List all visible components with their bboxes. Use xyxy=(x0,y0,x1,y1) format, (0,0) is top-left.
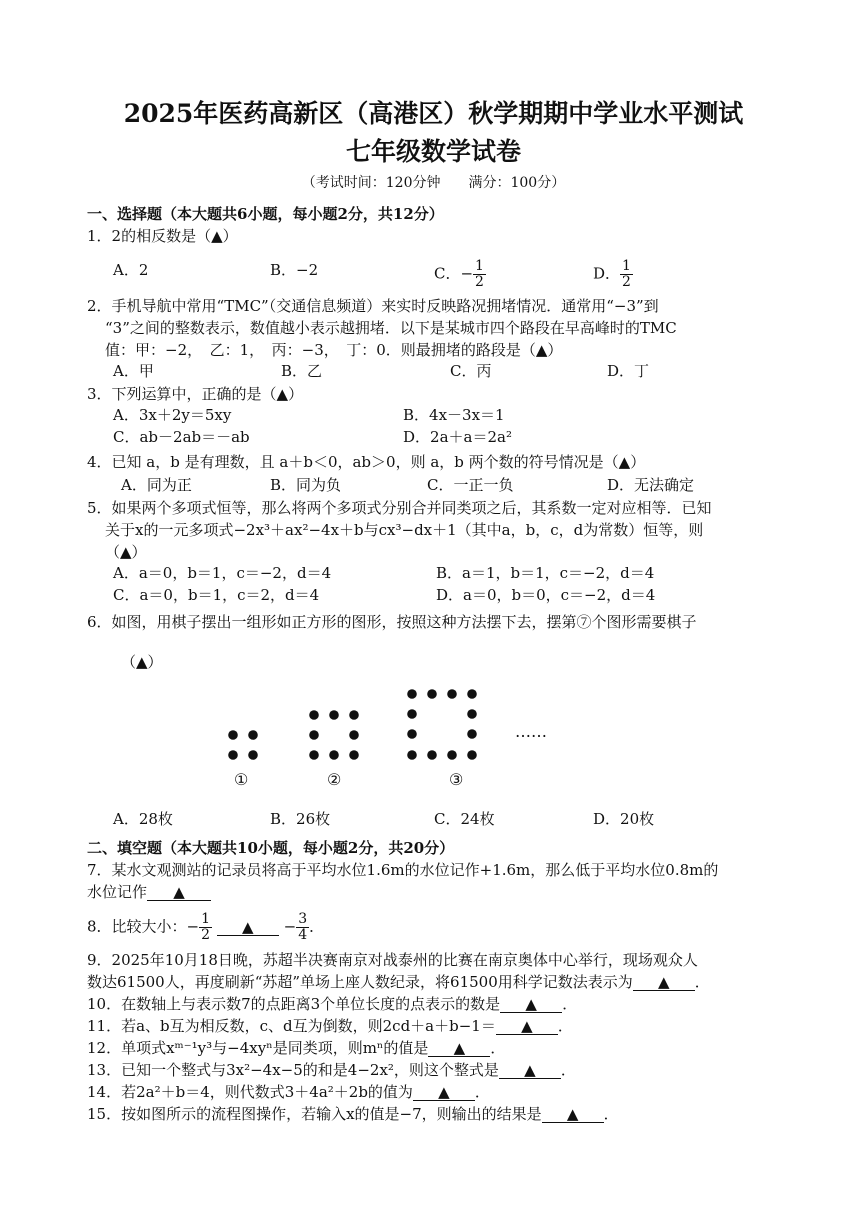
answer-blank: ▲ xyxy=(428,1040,490,1057)
chess-piece xyxy=(248,750,258,760)
chess-piece xyxy=(407,750,417,760)
chess-piece xyxy=(467,729,477,739)
chess-piece xyxy=(309,750,319,760)
q9-line2: 数达61500人，再度刷新“苏超”单场上座人数纪录，将61500用科学记数法表示为 ▲ ． xyxy=(87,973,710,991)
q1-stem: 1．2的相反数是（▲） xyxy=(87,227,238,245)
chess-piece xyxy=(349,730,359,740)
q4-option-a: A．同为正 xyxy=(121,476,192,494)
pattern-1 xyxy=(228,730,258,760)
q7-line2: 水位记作 ▲ xyxy=(87,882,211,902)
chess-piece xyxy=(349,750,359,760)
answer-blank: ▲ xyxy=(633,974,695,991)
chess-piece xyxy=(407,729,417,739)
pattern-2 xyxy=(309,710,359,760)
q7-line1: 7．某水文观测站的记录员将高于平均水位1.6m的水位记作+1.6m，那么低于平均水位0.8m的 xyxy=(87,861,719,879)
q5-option-a: A．a＝0，b＝1，c＝−2，d＝4 xyxy=(113,564,332,582)
q6-option-d: D．20枚 xyxy=(593,810,655,828)
answer-blank: ▲ xyxy=(217,919,279,936)
q3-option-d: D．2a＋a＝2a² xyxy=(403,428,512,446)
q4-stem: 4．已知 a，b 是有理数，且 a＋b＜0，ab＞0，则 a，b 两个数的符号情况是（▲） xyxy=(87,453,646,471)
q5-line1: 5．如果两个多项式恒等，那么将两个多项式分别合并同类项之后，其系数一定对应相等．已知 xyxy=(87,499,712,517)
chess-piece xyxy=(309,730,319,740)
q10-line: 10．在数轴上与表示数7的点距离3个单位长度的点表示的数是 ▲ ． xyxy=(87,995,578,1013)
section2-heading: 二、填空题（本大题共10小题，每小题2分，共20分） xyxy=(87,839,455,857)
q6-option-a: A．28枚 xyxy=(113,810,173,828)
answer-blank: ▲ xyxy=(147,884,211,901)
chess-piece xyxy=(248,730,258,740)
chess-piece xyxy=(467,689,477,699)
chess-piece xyxy=(228,750,238,760)
q5-option-d: D．a＝0，b＝0，c＝−2，d＝4 xyxy=(436,586,656,604)
q3-stem: 3．下列运算中，正确的是（▲） xyxy=(87,385,304,403)
q6-line2: （▲） xyxy=(121,653,163,671)
q1-option-a: A．2 xyxy=(113,261,149,279)
q4-option-b: B．同为负 xyxy=(270,476,342,494)
q6-option-c: C．24枚 xyxy=(434,810,495,828)
chess-piece xyxy=(447,689,457,699)
chess-pattern-figure xyxy=(0,680,867,810)
answer-blank: ▲ xyxy=(499,1062,561,1079)
chess-piece xyxy=(447,750,457,760)
q2-option-a: A．甲 xyxy=(113,362,154,380)
q2-line3: 值：甲：−2， 乙：1， 丙：−3， 丁：0．则最拥堵的路段是（▲） xyxy=(105,341,563,359)
answer-blank: ▲ xyxy=(496,1018,558,1035)
answer-blank: ▲ xyxy=(542,1106,604,1123)
q8-line: 8．比较大小：− $\frac{1}{2}$ ▲ − $\frac{3}{4}$ ． xyxy=(87,911,325,943)
chess-piece xyxy=(329,750,339,760)
q13-line: 13．已知一个整式与3x²−4x−5的和是4−2x²，则这个整式是 ▲ ． xyxy=(87,1061,576,1079)
q6-option-b: B．26枚 xyxy=(270,810,331,828)
q4-option-d: D．无法确定 xyxy=(607,476,695,494)
q1-option-c: C．− $\frac{1}{2}$ xyxy=(434,258,484,290)
exam-subtitle: 七年级数学试卷 xyxy=(345,137,521,166)
chess-piece xyxy=(467,709,477,719)
figure-ellipsis: …… xyxy=(515,722,547,741)
figure-label-3: ③ xyxy=(449,770,464,789)
pattern-3 xyxy=(407,689,477,760)
exam-title: 2025年医药高新区（高港区）秋学期期中学业水平测试 xyxy=(123,99,744,128)
figure-label-2: ② xyxy=(327,770,342,789)
q1-option-b: B．−2 xyxy=(270,261,319,279)
answer-blank: ▲ xyxy=(413,1084,475,1101)
chess-piece xyxy=(329,710,339,720)
q2-line1: 2．手机导航中常用“TMC”（交通信息频道）来实时反映路况拥堵情况．通常用“−3”到 xyxy=(87,297,659,315)
q4-option-c: C．一正一负 xyxy=(427,476,514,494)
answer-blank: ▲ xyxy=(500,996,562,1013)
q11-line: 11．若a、b互为相反数，c、d互为倒数，则2cd＋a＋b−1＝ ▲ ． xyxy=(87,1017,573,1035)
chess-piece xyxy=(427,750,437,760)
chess-piece xyxy=(349,710,359,720)
q6-line1: 6．如图，用棋子摆出一组形如正方形的图形，按照这种方法摆下去，摆第⑦个图形需要棋子 xyxy=(87,613,697,631)
q2-option-b: B．乙 xyxy=(281,362,323,380)
section1-heading: 一、选择题（本大题共6小题，每小题2分，共12分） xyxy=(87,205,444,223)
chess-piece xyxy=(309,710,319,720)
q3-option-a: A．3x＋2y＝5xy xyxy=(113,406,232,424)
chess-piece xyxy=(427,689,437,699)
q14-line: 14．若2a²＋b＝4，则代数式3＋4a²＋2b的值为 ▲ ． xyxy=(87,1083,490,1101)
q15-line: 15．按如图所示的流程图操作，若输入x的值是−7，则输出的结果是 ▲ ． xyxy=(87,1105,619,1123)
q5-line3: （▲） xyxy=(105,543,147,561)
chess-piece xyxy=(407,709,417,719)
q2-option-d: D．丁 xyxy=(607,362,650,380)
q12-line: 12．单项式xᵐ⁻¹y³与−4xyⁿ是同类项，则mⁿ的值是 ▲ ． xyxy=(87,1039,506,1057)
q5-option-c: C．a＝0，b＝1，c＝2，d＝4 xyxy=(113,586,320,604)
q9-line1: 9．2025年10月18日晚，苏超半决赛南京对战泰州的比赛在南京奥体中心举行，现场观众人 xyxy=(87,951,698,969)
chess-piece xyxy=(467,750,477,760)
q1-option-d: D． $\frac{1}{2}$ xyxy=(593,258,631,290)
figure-label-1: ① xyxy=(234,770,249,789)
q2-option-c: C．丙 xyxy=(450,362,492,380)
q5-option-b: B．a＝1，b＝1，c＝−2，d＝4 xyxy=(436,564,655,582)
chess-piece xyxy=(228,730,238,740)
q3-option-c: C．ab－2ab＝－ab xyxy=(113,428,250,446)
q5-line2: 关于x的一元多项式−2x³＋ax²−4x＋b与cx³−dx＋1（其中a，b，c，d为常数）恒等，则 xyxy=(105,521,704,539)
exam-info: （考试时间：120分钟 满分：100分） xyxy=(301,175,566,191)
q3-option-b: B．4x－3x＝1 xyxy=(403,406,505,424)
chess-piece xyxy=(407,689,417,699)
q2-line2: “3”之间的整数表示，数值越小表示越拥堵．以下是某城市四个路段在早高峰时的TMC xyxy=(105,319,677,337)
